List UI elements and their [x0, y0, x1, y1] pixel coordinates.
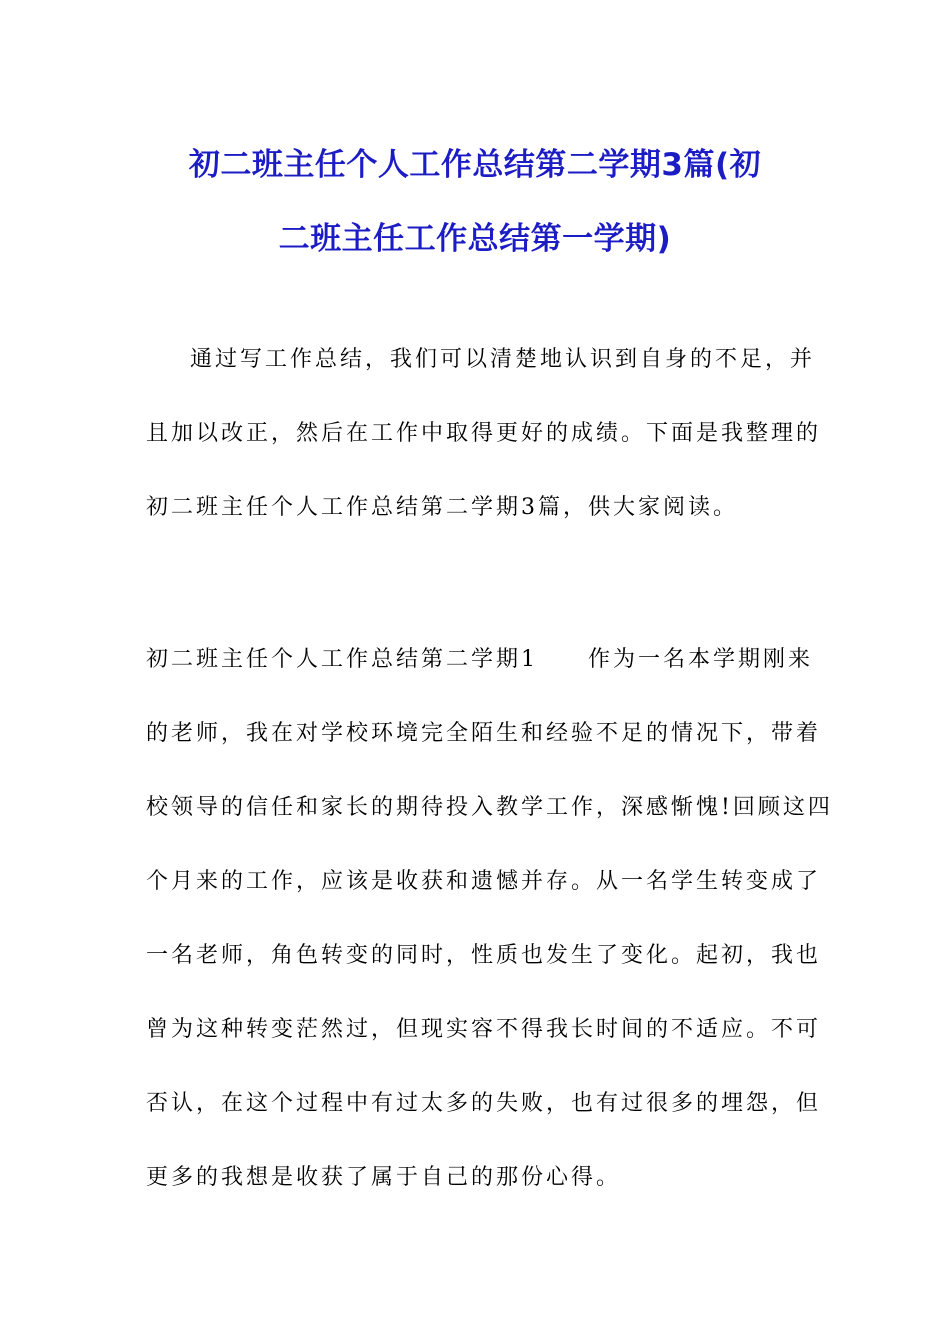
section-1-line-4: 个月来的工作，应该是收获和遗憾并存。从一名学生转变成了: [146, 869, 822, 894]
section-1-line-8: 更多的我想是收获了属于自己的那份心得。: [146, 1165, 622, 1190]
section-1-line-6: 曾为这种转变茫然过，但现实容不得我长时间的不适应。不可: [146, 1017, 822, 1042]
section-1-line-2: 的老师，我在对学校环境完全陌生和经验不足的情况下，带着: [146, 721, 822, 746]
intro-line-2: 且加以改正，然后在工作中取得更好的成绩。下面是我整理的: [146, 421, 822, 446]
title-line-1: 初二班主任个人工作总结第二学期3篇(初: [188, 147, 762, 183]
section-1-line-5: 一名老师，角色转变的同时，性质也发生了变化。起初，我也: [146, 943, 822, 968]
document-title: [120, 128, 830, 276]
section-1-paragraph: [146, 623, 833, 1215]
intro-paragraph: [146, 323, 822, 545]
section-1-line-7: 否认，在这个过程中有过太多的失败，也有过很多的埋怨，但: [146, 1091, 822, 1116]
section-1-line-3: 校领导的信任和家长的期待投入教学工作，深感惭愧!回顾这四: [146, 795, 833, 820]
intro-line-3: 初二班主任个人工作总结第二学期3篇，供大家阅读。: [146, 495, 738, 520]
section-1-line-1: 初二班主任个人工作总结第二学期1 作为一名本学期刚来: [146, 647, 813, 672]
title-line-2: 二班主任工作总结第一学期): [278, 221, 672, 257]
intro-line-1: 通过写工作总结，我们可以清楚地认识到自身的不足，并: [190, 347, 816, 372]
